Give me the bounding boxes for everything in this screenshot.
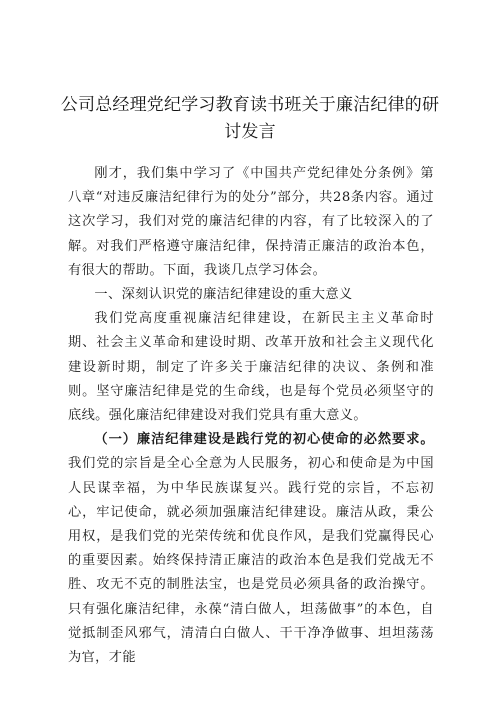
intro-paragraph: 刚才，我们集中学习了《中国共产党纪律处分条例》第八章“对违反廉洁纪律行为的处分”部分，共28条内容。通过这次学习，我们对党的廉洁纪律的内容，有了比较深入的了解。对我们严格遵守廉洁纪律，保持清正廉洁的政治本色，有很大的帮助。下面，我谈几点学习体会。 [68,166,434,278]
subsection-lead: （一）廉洁纪律建设是践行党的初心使命的必然要求。 [94,432,434,448]
document-title: 公司总经理党纪学习教育读书班关于廉洁纪律的研讨发言 [60,95,440,142]
section-heading: 一、深刻认识党的廉洁纪律建设的重大意义 [94,287,353,303]
document-body [68,162,434,670]
subsection-paragraph [68,428,434,670]
subsection-body: 我们党的宗旨是全心全意为人民服务，初心和使命是为中国人民谋幸福，为中华民族谋复兴。践行党的宗旨，不忘初心，牢记使命，就必须加强廉洁纪律建设。廉洁从政，秉公用权，是我们党的光荣传统和优良作风，是我们党赢得民心的重要因素。始终保持清正廉洁的政治本色是我们党战无不胜、攻无不克的制胜法宝，也是党员必须具备的政治操守。只有强化廉洁纪律，永葆“清白做人，坦荡做事”的本色，自觉抵制歪风邪气，清清白白做人、干干净净做事、坦坦荡荡为官，才能 [68,456,434,666]
section-paragraph: 我们党高度重视廉洁纪律建设，在新民主主义革命时期、社会主义革命和建设时期、改革开放和社会主义现代化建设新时期，制定了许多关于廉洁纪律的决议、条例和准则。坚守廉洁纪律是党的生命线，也是每个党员必须坚守的底线。强化廉洁纪律建设对我们党具有重大意义。 [68,311,434,424]
